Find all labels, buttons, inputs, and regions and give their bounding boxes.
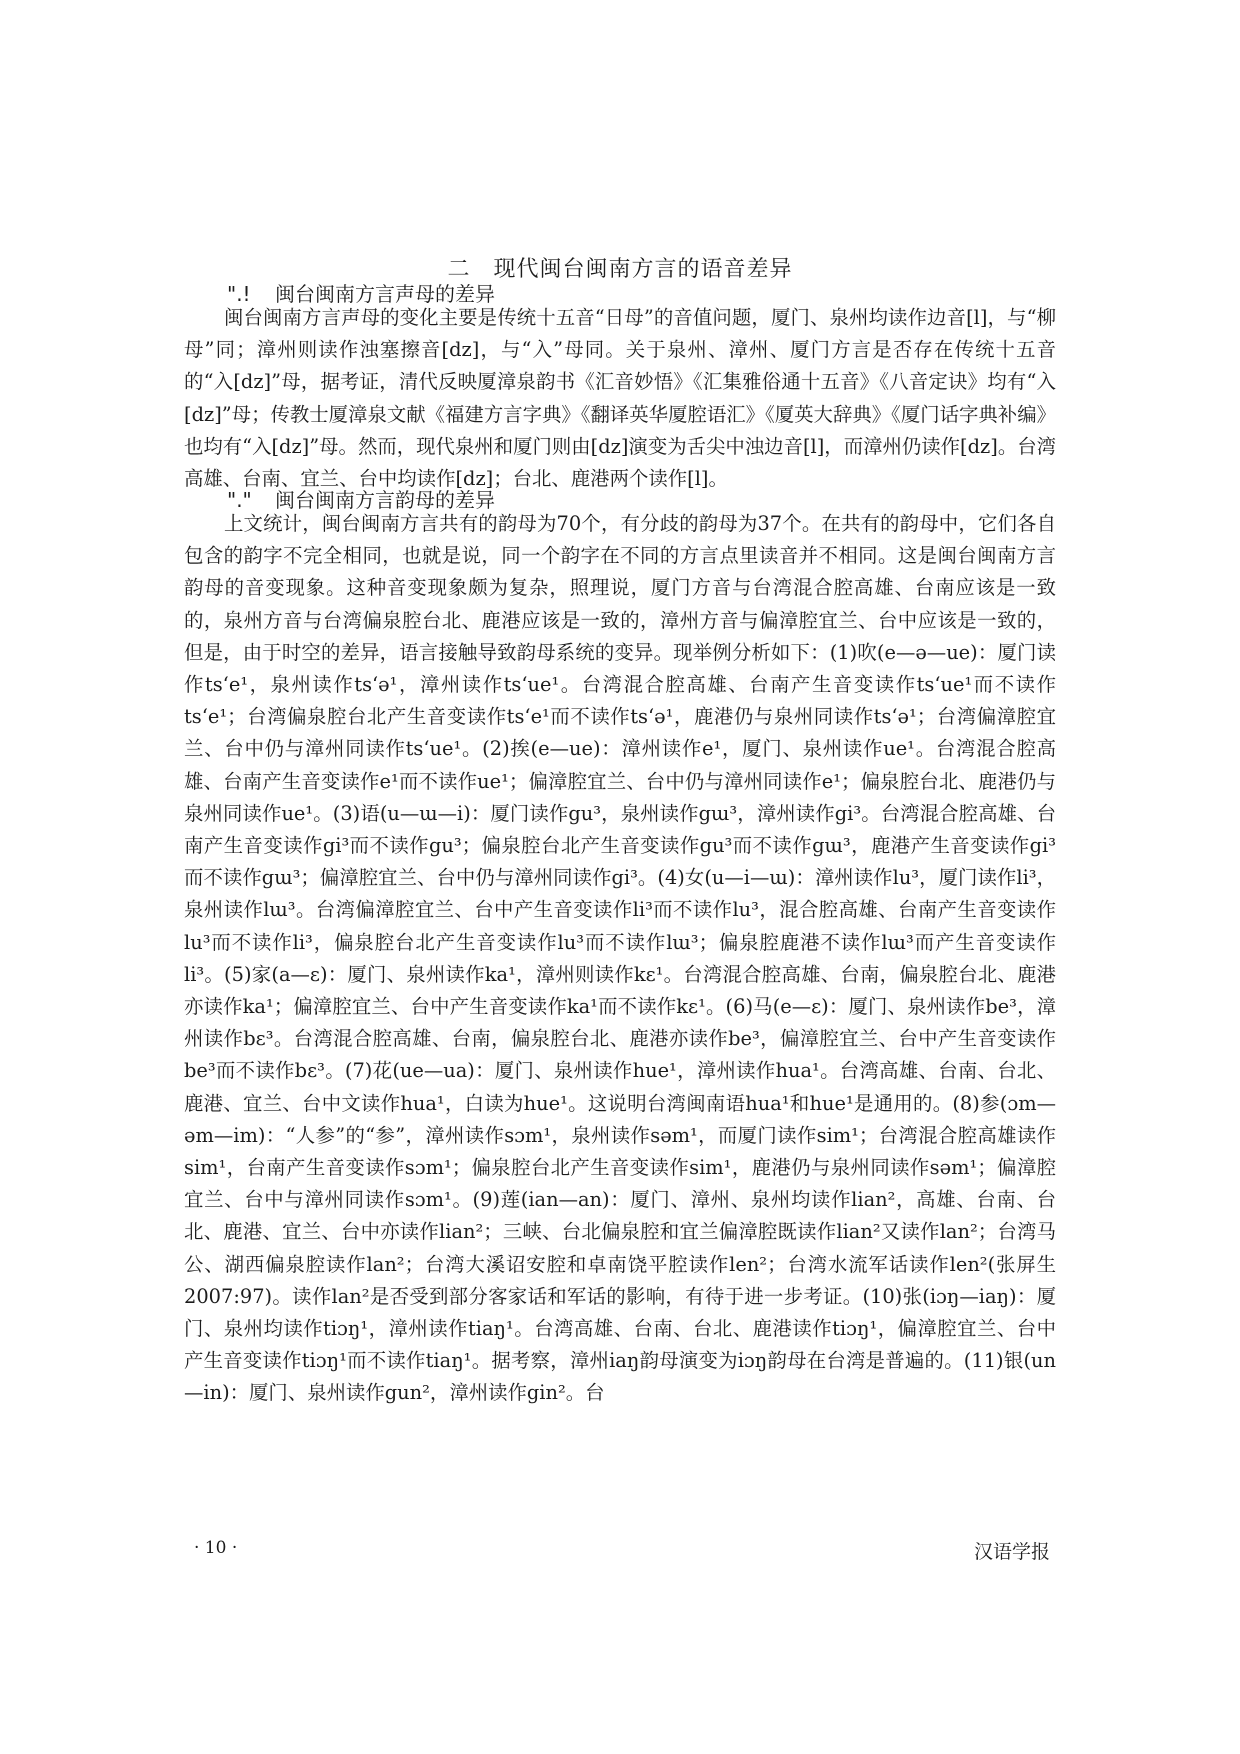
subsection-number: "." <box>227 488 252 512</box>
paragraph-finals: 上文统计，闽台闽南方言共有的韵母为70个，有分歧的韵母为37个。在共有的韵母中，它们各自包含的韵字不完全相同，也就是说，同一个韵字在不同的方言点里读音并不相同。这是闽台闽南方言韵母的音变现象。这种音变现象颇为复杂，照理说，厦门方音与台湾混合腔高雄、台南应该是一致的，泉州方音与台湾偏泉腔台北、鹿港应该是一致的，漳州方音与偏漳腔宜兰、台中应该是一致的，但是，由于时空的差异，语言接触导致韵母系统的变异。现举例分析如下：(1)吹(e—ə—ue)：厦门读作tsʻe¹，泉州读作tsʻə¹，漳州读作tsʻue¹。台湾混合腔高雄、台南产生音变读作tsʻue¹而不读作tsʻe¹；台湾偏泉腔台北产生音变读作tsʻe¹而不读作tsʻə¹，鹿港仍与泉州同读作tsʻə¹；台湾偏漳腔宜兰、台中仍与漳州同读作tsʻue¹。(2)挨(e—ue)：漳州读作e¹，厦门、泉州读作ue¹。台湾混合腔高雄、台南产生音变读作e¹而不读作ue¹；偏漳腔宜兰、台中仍与漳州同读作e¹；偏泉腔台北、鹿港仍与泉州同读作ue¹。(3)语(u—ɯ—i)：厦门读作gu³，泉州读作gɯ³，漳州读作gi³。台湾混合腔高雄、台南产生音变读作gi³而不读作gu³；偏泉腔台北产生音变读作gu³而不读作gɯ³，鹿港产生音变读作gi³而不读作gɯ³；偏漳腔宜兰、台中仍与漳州同读作gi³。(4)女(u—i—ɯ)：漳州读作lu³，厦门读作li³，泉州读作lɯ³。台湾偏漳腔宜兰、台中产生音变读作li³而不读作lu³，混合腔高雄、台南产生音变读作lu³而不读作li³，偏泉腔台北产生音变读作lu³而不读作lɯ³；偏泉腔鹿港不读作lɯ³而产生音变读作li³。(5)家(a—ɛ)：厦门、泉州读作ka¹，漳州则读作kɛ¹。台湾混合腔高雄、台南，偏泉腔台北、鹿港亦读作ka¹；偏漳腔宜兰、台中产生音变读作ka¹而不读作kɛ¹。(6)马(e—ɛ)：厦门、泉州读作be³，漳州读作bɛ³。台湾混合腔高雄、台南，偏泉腔台北、鹿港亦读作be³，偏漳腔宜兰、台中产生音变读作be³而不读作bɛ³。(7)花(ue—ua)：厦门、泉州读作hue¹，漳州读作hua¹。台湾高雄、台南、台北、鹿港、宜兰、台中文读作hua¹，白读为hue¹。这说明台湾闽南语hua¹和hue¹是通用的。(8)参(ɔm—əm—im)：“人参”的“参”，漳州读作sɔm¹，泉州读作səm¹，而厦门读作sim¹；台湾混合腔高雄读作sim¹，台南产生音变读作sɔm¹；偏泉腔台北产生音变读作sim¹，鹿港仍与泉州同读作səm¹；偏漳腔宜兰、台中与漳州同读作sɔm¹。(9)莲(ian—an)：厦门、漳州、泉州均读作lian²，高雄、台南、台北、鹿港、宜兰、台中亦读作lian²；三峡、台北偏泉腔和宜兰偏漳腔既读作lian²又读作lan²；台湾马公、湖西偏泉腔读作lan²；台湾大溪诏安腔和卓南饶平腔读作len²；台湾水流军话读作len²(张屏生2007:97)。读作lan²是否受到部分客家话和军话的影响，有待于进一步考证。(10)张(iɔŋ—iaŋ)：厦门、泉州均读作tiɔŋ¹，漳州读作tiaŋ¹。台湾高雄、台南、台北、鹿港读作tiɔŋ¹，偏漳腔宜兰、台中产生音变读作tiɔŋ¹而不读作tiaŋ¹。据考察，漳州iaŋ韵母演变为iɔŋ韵母在台湾是普遍的。(11)银(un—in)：厦门、泉州读作gun²，漳州读作gin²。台 <box>184 512 1056 1405</box>
section-title: 二 现代闽台闽南方言的语音差异 <box>447 257 793 282</box>
subsection-number: ".! <box>227 282 251 306</box>
page-number: · 10 · <box>194 1538 238 1558</box>
subsection-title: 闽台闽南方言韵母的差异 <box>275 488 495 512</box>
paragraph-initials: 闽台闽南方言声母的变化主要是传统十五音“日母”的音值问题，厦门、泉州均读作边音[l]，与“柳母”同；漳州则读作浊塞擦音[dz]，与“入”母同。关于泉州、漳州、厦门方言是否存在传统十五音的“入[dz]”母，据考证，清代反映厦漳泉韵书《汇音妙悟》《汇集雅俗通十五音》《八音定诀》均有“入[dz]”母；传教士厦漳泉文献《福建方言字典》《翻译英华厦腔语汇》《厦英大辞典》《厦门话字典补编》也均有“入[dz]”母。然而，现代泉州和厦门则由[dz]演变为舌尖中浊边音[l]，而漳州仍读作[dz]。台湾高雄、台南、宜兰、台中均读作[dz]；台北、鹿港两个读作[l]。 <box>184 306 1056 491</box>
journal-name: 汉语学报 <box>973 1541 1050 1563</box>
subsection-title: 闽台闽南方言声母的差异 <box>275 282 495 306</box>
